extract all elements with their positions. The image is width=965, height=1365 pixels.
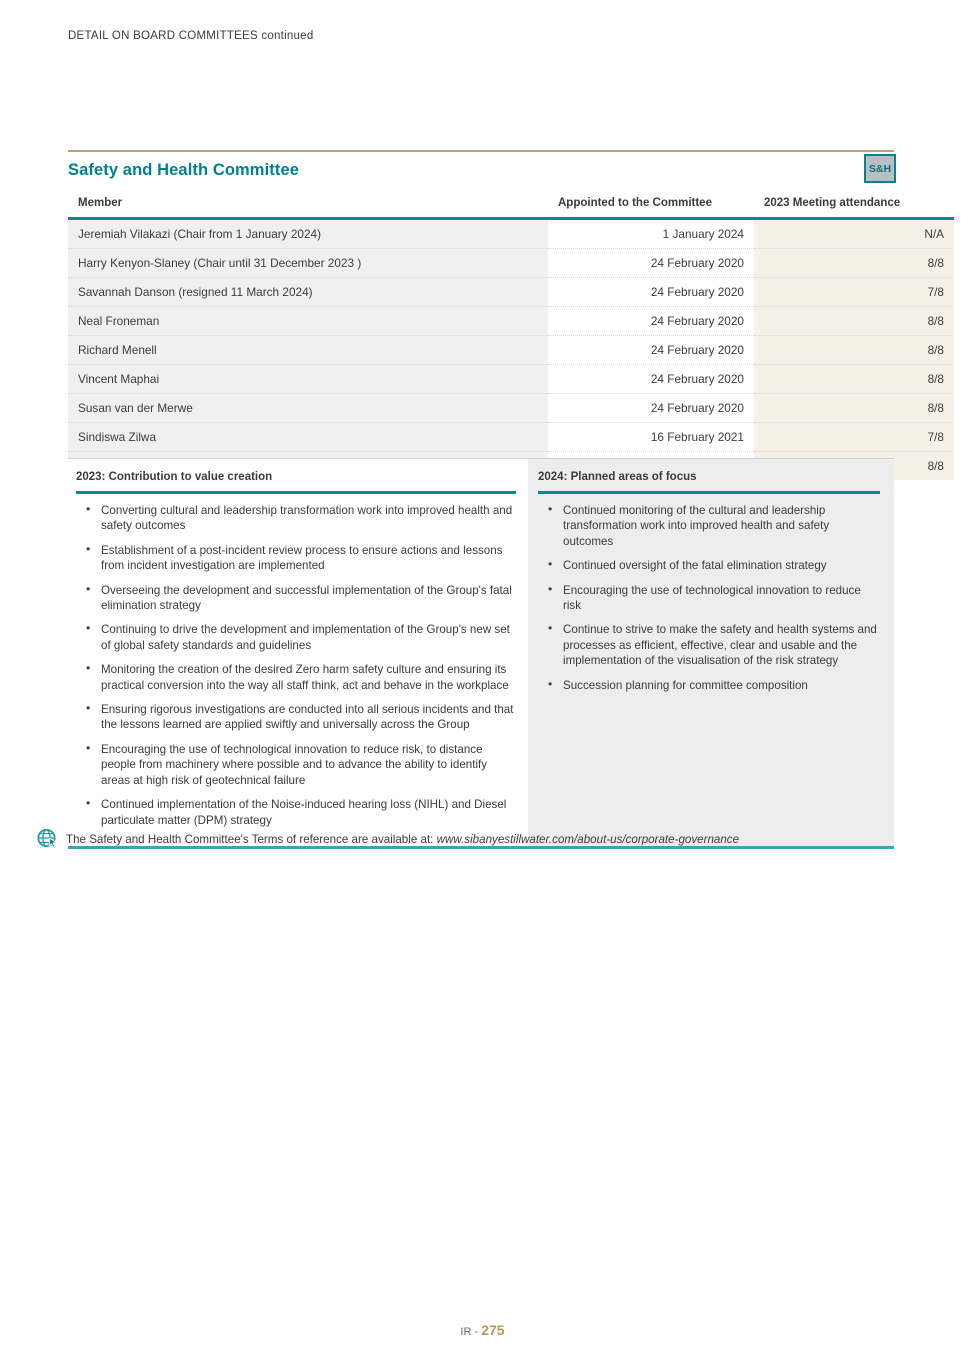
page-title: Safety and Health Committee [68, 161, 300, 179]
cell-member: Harry Kenyon-Slaney (Chair until 31 December 2023 ) [68, 249, 548, 278]
cell-attendance: 8/8 [754, 452, 954, 481]
running-header-continued: continued [257, 30, 314, 42]
footnote-text [66, 830, 739, 848]
list-item: • Converting cultural and leadership transformation work into improved health and safety outcomes [76, 503, 516, 534]
footnote-url[interactable]: www.sibanyestillwater.com/about-us/corporate-governance [436, 833, 740, 846]
list-item: • Overseeing the development and successful implementation of the Group's fatal elimination strategy [76, 583, 516, 614]
cell-member: Jeremiah Vilakazi (Chair from 1 January 2024) [68, 219, 548, 249]
table-row [68, 365, 954, 394]
cell-attendance: 8/8 [754, 394, 954, 423]
bullet-list-2023 [76, 503, 516, 828]
column-header-attendance: 2023 Meeting attendance [754, 188, 954, 219]
cell-attendance: 8/8 [754, 365, 954, 394]
table-row [68, 278, 954, 307]
column-header-member: Member [68, 188, 548, 219]
table-row [68, 307, 954, 336]
panel-contribution-2023 [68, 459, 528, 846]
cell-member: Sindiswa Zilwa [68, 423, 548, 452]
committee-title-row [68, 152, 894, 188]
table-row [68, 219, 954, 249]
list-item: • Continue to strive to make the safety and health systems and processes as efficient, effective, clear and usable and the implementation of the visualisation of the risk strategy [538, 622, 880, 668]
panel-title-2024: 2024: Planned areas of focus [538, 471, 697, 483]
cell-member: Susan van der Merwe [68, 394, 548, 423]
panel-rule-left [76, 491, 516, 494]
list-item: • Ensuring rigorous investigations are conducted into all serious incidents and that the lessons learned are applied swiftly and universally across the Group [76, 702, 516, 733]
column-header-appointed: Appointed to the Committee [548, 188, 754, 219]
list-item: • Monitoring the creation of the desired Zero harm safety culture and ensuring its practical conversion into the way all staff think, act and behave in the workplace [76, 662, 516, 693]
table-row [68, 394, 954, 423]
table-row [68, 249, 954, 278]
bullet-list-2024 [538, 503, 880, 693]
list-item: • Continued oversight of the fatal elimination strategy [538, 558, 880, 573]
globe-link-icon [36, 827, 60, 851]
members-table-head [68, 188, 954, 219]
list-item: • Continuing to drive the development and implementation of the Group's new set of global safety standards and guidelines [76, 622, 516, 653]
cell-member: Savannah Danson (resigned 11 March 2024) [68, 278, 548, 307]
cell-member: Neal Froneman [68, 307, 548, 336]
cell-appointed: 1 January 2024 [548, 219, 754, 249]
running-header [68, 30, 313, 42]
cell-appointed: 24 February 2020 [548, 278, 754, 307]
cell-appointed: 24 February 2020 [548, 249, 754, 278]
cell-member: Vincent Maphai [68, 365, 548, 394]
cell-attendance: 7/8 [754, 423, 954, 452]
folio-prefix: IR - [460, 1326, 482, 1338]
cell-attendance: 8/8 [754, 307, 954, 336]
footnote [36, 830, 916, 851]
cell-attendance: 8/8 [754, 249, 954, 278]
list-item: • Encouraging the use of technological innovation to reduce risk [538, 583, 880, 614]
cell-appointed: 24 February 2020 [548, 394, 754, 423]
committee-section [68, 150, 944, 483]
focus-panels [68, 458, 894, 849]
cell-appointed: 24 February 2020 [548, 365, 754, 394]
status-badge: S&H [864, 154, 896, 183]
table-header-row [68, 188, 954, 219]
page-folio [0, 1322, 965, 1338]
panel-title-2023: 2023: Contribution to value creation [76, 471, 273, 483]
cell-member: Richard Menell [68, 336, 548, 365]
cell-attendance: 7/8 [754, 278, 954, 307]
members-table [68, 188, 954, 480]
folio-number: 275 [481, 1322, 505, 1338]
list-item: • Continued implementation of the Noise-induced hearing loss (NIHL) and Diesel particulate matter (DPM) strategy [76, 797, 516, 828]
table-row [68, 423, 954, 452]
list-item: • Establishment of a post-incident review process to ensure actions and lessons from incident investigation are implemented [76, 543, 516, 574]
cell-appointed: 24 February 2020 [548, 307, 754, 336]
cell-appointed: 24 February 2020 [548, 336, 754, 365]
running-header-title: DETAIL ON BOARD COMMITTEES [68, 30, 258, 42]
list-item: • Continued monitoring of the cultural and leadership transformation work into improved health and safety outcomes [538, 503, 880, 549]
list-item: • Encouraging the use of technological innovation to reduce risk, to distance people from machinery where possible and to advance the ability to identify areas at high risk of geotechnical failure [76, 742, 516, 788]
cell-appointed: 16 February 2021 [548, 423, 754, 452]
members-table-body [68, 219, 954, 481]
footnote-lead-text: The Safety and Health Committee's Terms of reference are available at: [66, 833, 437, 846]
panel-focus-2024 [528, 459, 894, 846]
cell-attendance: N/A [754, 219, 954, 249]
table-row [68, 336, 954, 365]
panel-rule-right [538, 491, 880, 494]
list-item: • Succession planning for committee composition [538, 678, 880, 693]
cell-attendance: 8/8 [754, 336, 954, 365]
